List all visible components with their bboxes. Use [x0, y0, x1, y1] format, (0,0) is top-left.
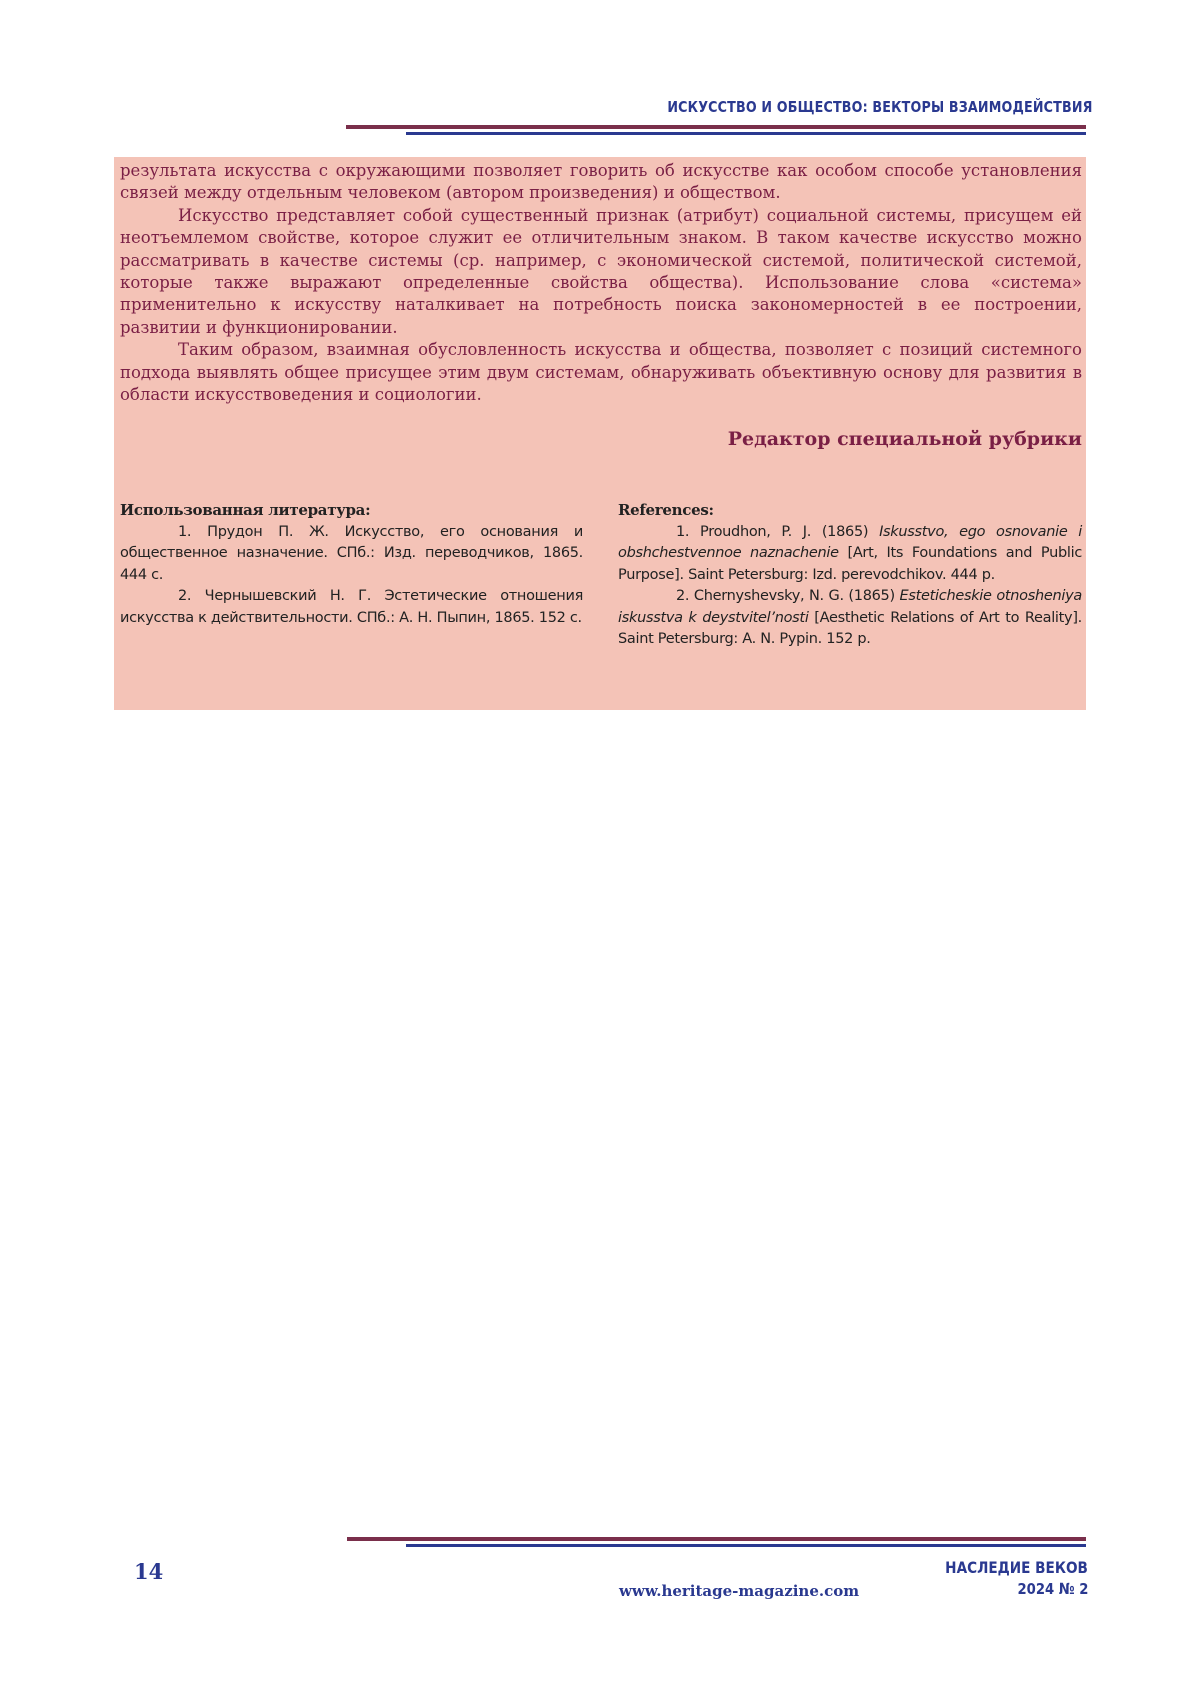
header-rule-blue [406, 132, 1086, 135]
paragraph-3: Таким образом, взаимная обусловленность искусства и общества, позволяет с позиций системного подхода выявлять общее присущее этим двум системам, обнаруживать объективную основу для развития в области искусствоведения и социологии. [120, 340, 1082, 405]
reference-en-2-title: Esteticheskie otnosheniya iskusstva k deystvitel’nosti [618, 588, 1082, 626]
reference-en-2-authors: 2. Chernyshevsky, N. G. (1865) [676, 588, 900, 604]
references-ru-heading: Использованная литература: [120, 501, 371, 519]
reference-en-1 [618, 522, 1082, 587]
magazine-issue: 2024 № 2 [1017, 1580, 1088, 1598]
reference-ru-2: 2. Чернышевский Н. Г. Эстетические отношения искусства к действительности. СПб.: А. Н. Пыпин, 1865. 152 с. [120, 588, 583, 626]
reference-ru-1: 1. Прудон П. Ж. Искусство, его основания и общественное назначение. СПб.: Изд. переводчиков, 1865. 444 с. [120, 523, 583, 583]
footer-rule-blue [406, 1544, 1086, 1547]
references-en-heading: References: [618, 501, 714, 519]
header-rule-maroon [346, 125, 1086, 129]
website-link[interactable]: www.heritage-magazine.com [619, 1582, 860, 1600]
article-body [120, 160, 1082, 406]
paragraph-2: Искусство представляет собой существенный признак (атрибут) социальной системы, присущем ей неотъемлемом свойстве, которое служит ее отличительным знаком. В таком качестве искусство можно рассматривать в качестве системы (ср. например, с экономической системой, политической системой, которые также выражают определенные свойства общества). Использование слова «система» применительно к искусству наталкивает на потребность поиска закономерностей в ее построении, развитии и функционировании. [120, 205, 1082, 337]
reference-en-2 [618, 586, 1082, 651]
references-english [618, 500, 1082, 651]
running-title: ИСКУССТВО И ОБЩЕСТВО: ВЕКТОРЫ ВЗАИМОДЕЙСТВИЯ [667, 98, 1093, 116]
footer-rule-maroon [347, 1537, 1086, 1541]
reference-en-1-details: [Art, Its Foundations and Public Purpose]. Saint Petersburg: Izd. perevodchikov. 444 p. [618, 545, 1082, 583]
magazine-title: НАСЛЕДИЕ ВЕКОВ [945, 1558, 1088, 1577]
page-number: 14 [134, 1559, 164, 1584]
paragraph-1: результата искусства с окружающими позволяет говорить об искусстве как особом способе установления связей между отдельным человеком (автором произведения) и обществом. [120, 161, 1082, 203]
reference-en-2-details: [Aesthetic Relations of Art to Reality]. Saint Petersburg: A. N. Pypin. 152 p. [618, 609, 1082, 647]
references-russian [120, 500, 583, 629]
reference-en-1-authors: 1. Proudhon, P. J. (1865) [676, 523, 880, 540]
reference-en-1-title: Iskusstvo, ego osnovanie i obshchestvennoe naznachenie [618, 523, 1082, 561]
editor-signature: Редактор специальной рубрики [727, 428, 1082, 450]
